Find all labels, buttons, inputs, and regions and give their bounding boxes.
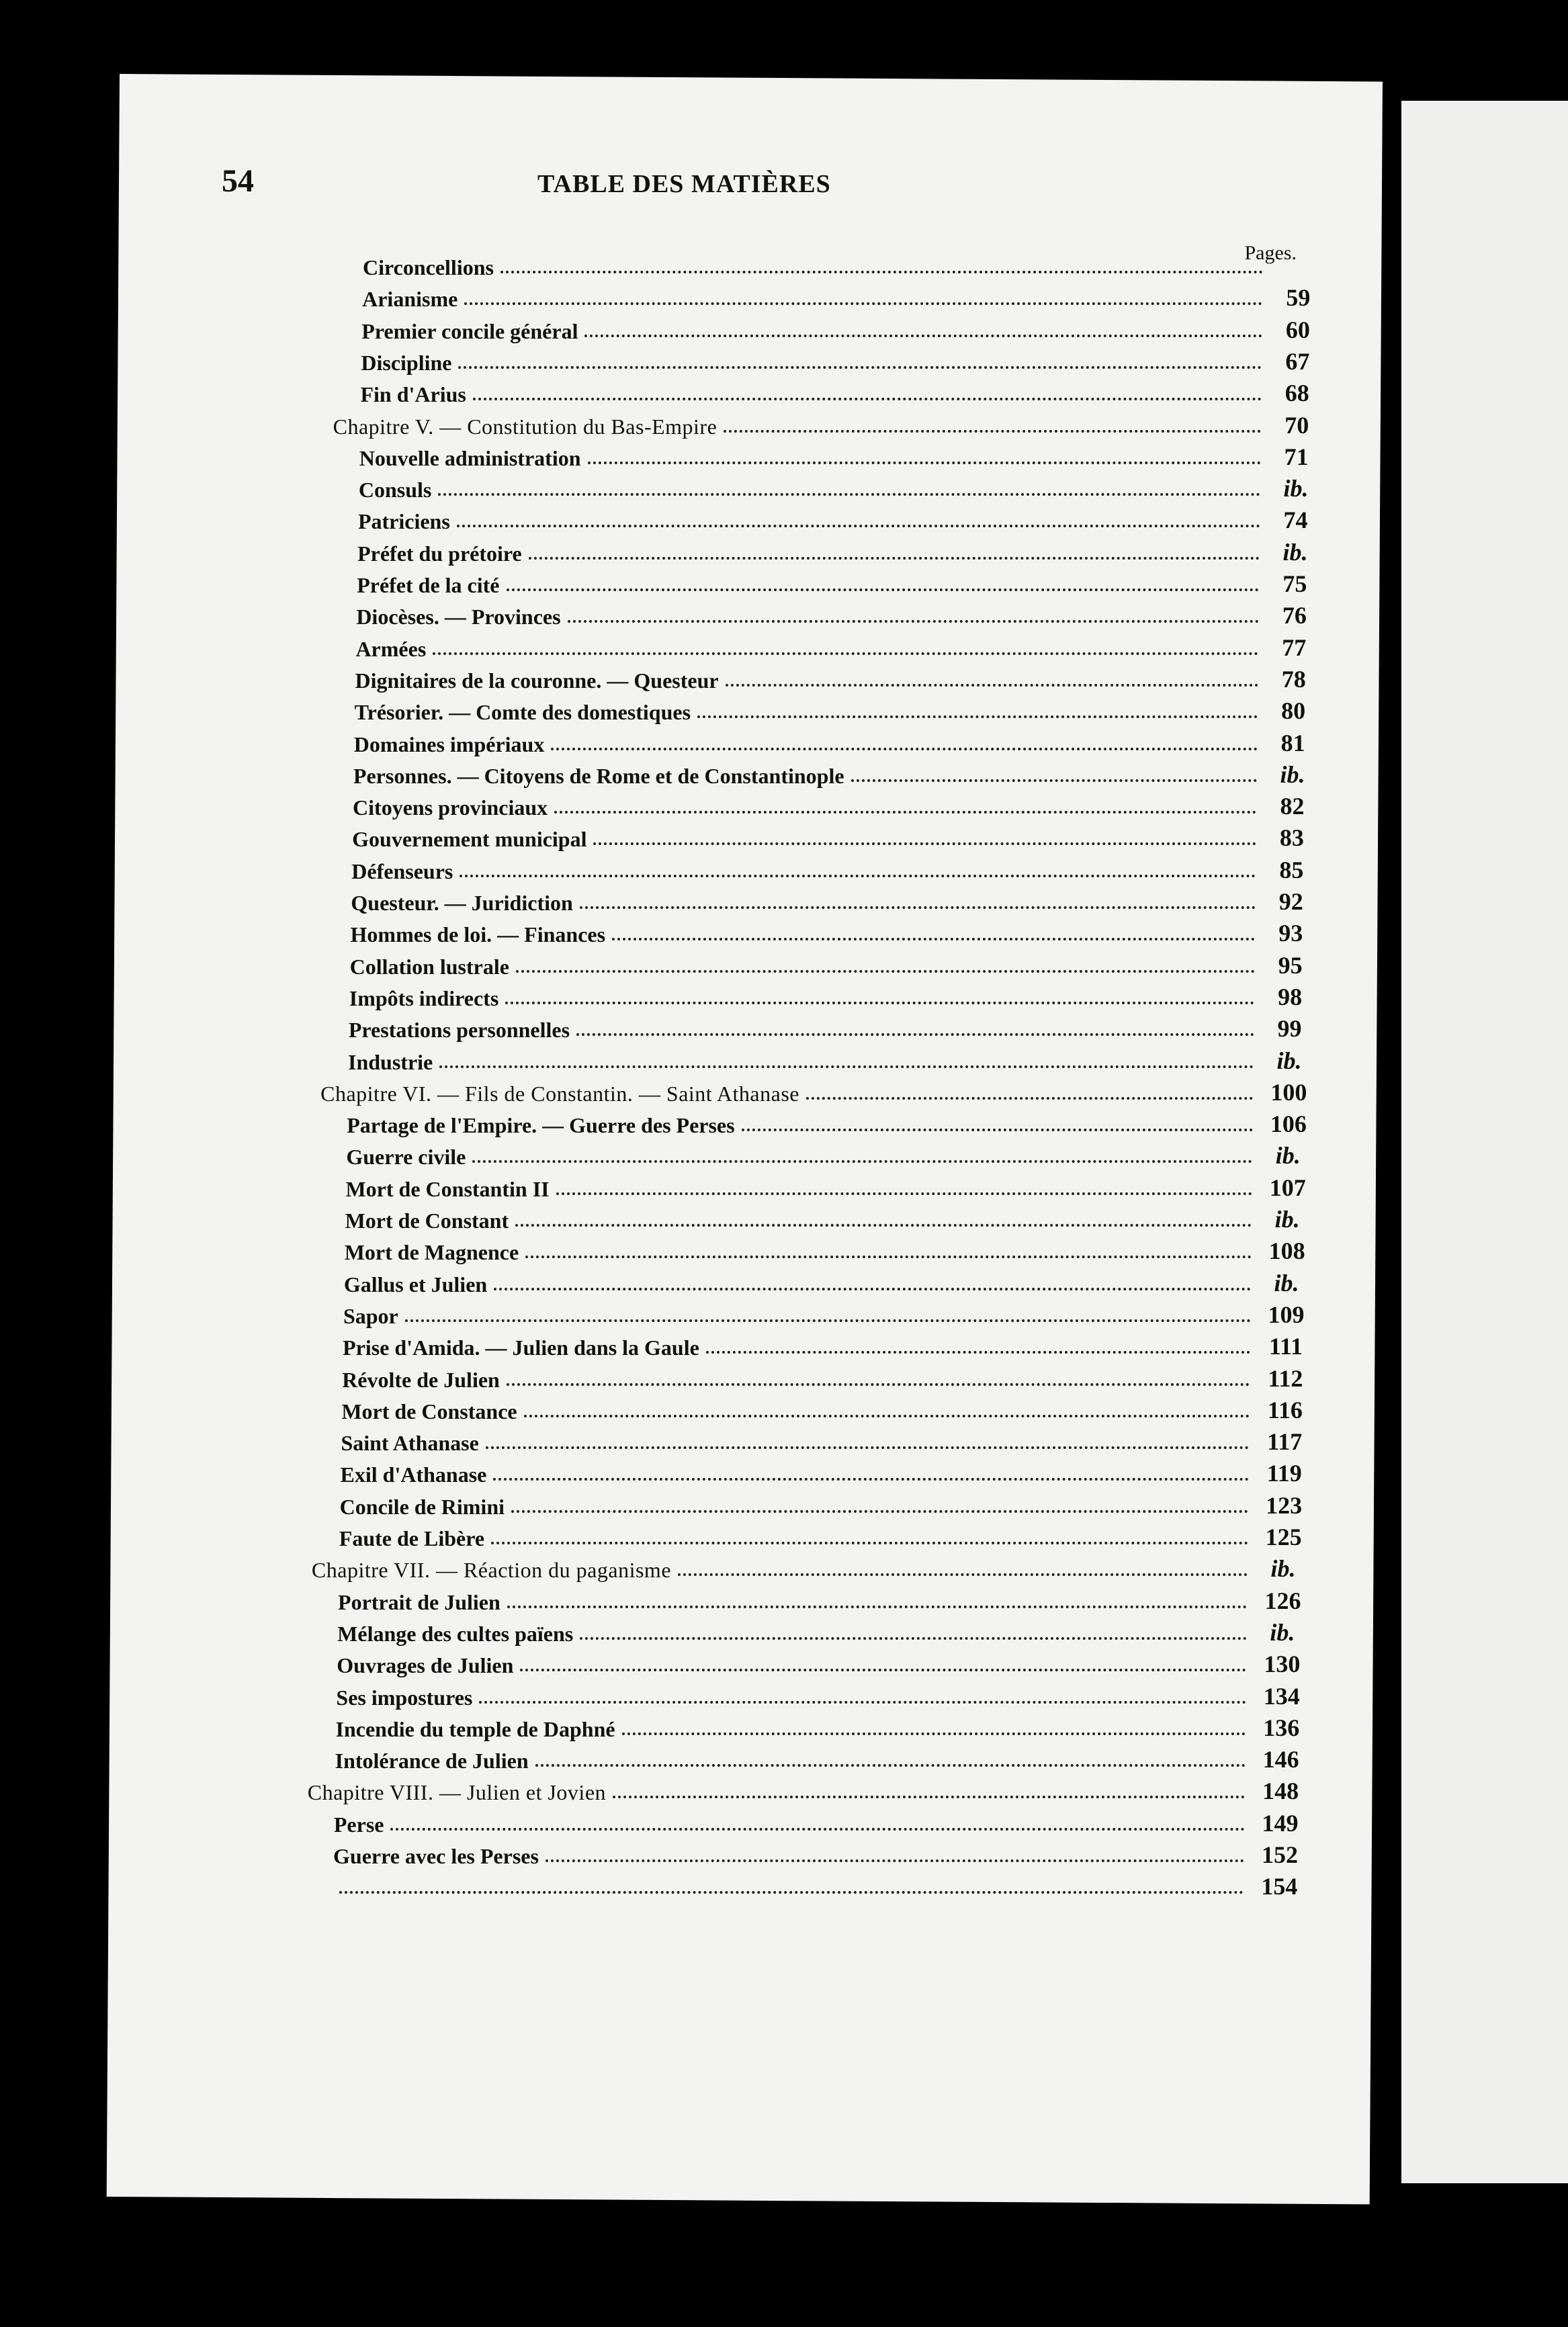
toc-entry-page: 154 [1261,1873,1298,1900]
toc-entry-title: Gallus et Julien [343,1272,488,1297]
toc-entry-title: Patriciens [357,509,450,534]
dot-leader [486,1446,1249,1449]
dot-leader [439,1065,1254,1068]
toc-entry [337,1647,1311,1678]
dot-leader [580,1637,1247,1640]
dot-leader [493,1478,1248,1481]
dot-leader [433,652,1258,655]
toc-entry-page: 149 [1262,1809,1299,1837]
dot-leader [568,620,1259,623]
toc-entry-page: 134 [1263,1682,1300,1710]
toc-entry-page: ib. [1275,1142,1301,1170]
dot-leader [516,970,1255,973]
toc-entry-page: 146 [1262,1746,1299,1773]
toc-entry-title: Circoncellions [363,255,494,279]
dot-leader [593,842,1256,845]
toc-entry-title: Prestations personnelles [348,1018,570,1043]
toc-entry-page: 109 [1268,1301,1305,1328]
toc-entry [359,471,1325,502]
toc-entry-title: Fin d'Arius [360,382,466,407]
dot-leader [525,1256,1251,1258]
dot-leader [613,1796,1245,1798]
toc-entry [338,1583,1311,1615]
toc-entry [355,662,1323,693]
page-number: 54 [222,163,254,199]
toc-entry [333,1869,1308,1900]
toc-entry-page: 93 [1278,920,1303,947]
toc-entry [336,1679,1310,1710]
dot-leader [458,366,1262,369]
dot-leader [405,1319,1251,1322]
page-header [222,163,1297,210]
toc-entry-page: 82 [1280,793,1305,820]
toc-entry [349,1011,1319,1043]
toc-entry-title: Mélange des cultes païens [337,1621,574,1646]
toc-entry-page: 60 [1285,316,1310,343]
toc-chapter-entry [308,1773,1309,1805]
toc-entry-title: Prise d'Amida. — Julien dans la Gaule [343,1335,699,1360]
pages-column-label: Pages. [1244,242,1297,264]
dot-leader [724,430,1261,433]
dot-leader [472,1160,1252,1163]
toc-entry [360,376,1325,407]
toc-entry [348,1043,1318,1075]
dot-leader [500,271,1263,273]
dot-leader [554,811,1256,814]
toc-entry-title: Personnes. — Citoyens de Rome et de Constantinople [353,763,844,788]
toc-entry-title: Chapitre VII. — Réaction du paganisme [311,1558,672,1583]
toc-entry-page: 95 [1278,951,1303,979]
toc-entry-title: Mort de Magnence [344,1240,519,1265]
toc-entry-title: Concile de Rimini [339,1494,505,1519]
dot-leader [806,1097,1253,1100]
toc-entry [349,979,1319,1011]
toc-entry-page: ib. [1283,475,1309,502]
dot-leader [479,1701,1246,1704]
dot-leader [515,1224,1252,1227]
toc-chapter-entry [312,1551,1312,1583]
dot-leader [529,557,1260,560]
dot-leader [457,525,1260,527]
toc-entry-title: Hommes de loi. — Finances [350,922,606,947]
toc-entry-page: ib. [1270,1555,1296,1583]
toc-entry-title: Mort de Constantin II [345,1176,550,1201]
dot-leader [678,1573,1248,1576]
dot-leader [507,588,1260,591]
toc-chapter-entry [320,1075,1317,1106]
toc-entry-title: Préfet du prétoire [357,541,522,566]
dot-leader [851,779,1257,782]
dot-leader [546,1859,1244,1862]
toc-entry-page: 68 [1284,380,1309,407]
toc-entry-title: Saint Athanase [341,1431,479,1456]
toc-entry [345,1170,1316,1202]
toc-entry-page: 148 [1262,1777,1299,1805]
toc-entry-page: 108 [1268,1237,1305,1265]
toc-entry [334,1806,1309,1837]
toc-entry-title: Chapitre VI. — Fils de Constantin. — Saint Athanase [320,1081,799,1106]
toc-entry-page: 152 [1262,1841,1298,1868]
toc-entry-page: 67 [1285,347,1310,375]
dot-leader [438,493,1260,496]
toc-entry-page: 112 [1268,1364,1303,1392]
toc-entry [341,1424,1313,1456]
toc-entry-title: Armées [355,636,427,661]
toc-entry-page: 111 [1268,1333,1303,1360]
toc-entry [353,789,1321,820]
toc-entry [343,1329,1315,1360]
toc-entry-title: Guerre civile [346,1145,466,1170]
toc-entry [355,693,1322,725]
toc-entry [356,598,1323,629]
toc-entry-title: Partage de l'Empire. — Guerre des Perses [347,1113,735,1138]
toc-entry-page: 71 [1284,443,1309,470]
toc-entry-page: 83 [1279,824,1304,852]
toc-entry [336,1710,1311,1742]
toc-entry-title: Révolte de Julien [342,1367,500,1392]
toc-entry [351,884,1319,916]
toc-entry-page: 123 [1266,1491,1303,1519]
toc-entry-title: Chapitre VIII. — Julien et Jovien [307,1780,607,1805]
toc-entry-title: Citoyens provinciaux [353,795,548,820]
toc-entry-title: Mort de Constance [341,1399,517,1423]
toc-entry-title: Ouvrages de Julien [337,1653,514,1678]
toc-entry-page: 85 [1279,856,1304,883]
dot-leader [576,1033,1254,1036]
toc-entry-title: Arianisme [362,287,458,312]
toc-entry-page: 75 [1282,570,1307,597]
dot-leader [507,1383,1250,1386]
facing-page-edge [1401,101,1568,2183]
toc-entry-title: Gouvernement municipal [352,827,587,852]
dot-leader [524,1415,1250,1417]
dot-leader [464,302,1262,305]
dot-leader [505,1002,1254,1004]
dot-leader [612,938,1255,940]
toc-entry [359,439,1325,471]
toc-entry [343,1297,1315,1329]
toc-entry [345,1233,1316,1265]
dot-leader [390,1828,1244,1831]
dot-leader [742,1129,1253,1131]
toc-entry-title: Consuls [358,478,432,502]
toc-entry [358,502,1325,534]
toc-entry-page: ib. [1274,1269,1299,1297]
toc-entry-page: 119 [1266,1460,1302,1487]
dot-leader [520,1669,1246,1671]
toc-entry-page: 81 [1280,729,1305,756]
toc-entry [351,852,1320,884]
toc-entry [357,535,1324,566]
toc-entry-page: 76 [1282,602,1307,629]
dot-leader [726,684,1258,687]
toc-entry [341,1393,1314,1424]
toc-entry [333,1837,1309,1869]
toc-entry [353,757,1321,789]
dot-leader [584,335,1262,337]
toc-entry-page: 117 [1267,1428,1303,1456]
toc-entry [346,1138,1317,1170]
toc-entry [355,630,1323,662]
dot-leader [511,1510,1248,1513]
toc-entry-title: Discipline [361,350,452,375]
toc-entry-title: Portrait de Julien [338,1589,500,1614]
toc-entry-page: 59 [1286,284,1311,312]
toc-entry-page: 77 [1282,633,1307,661]
toc-entry-page: 136 [1263,1714,1300,1741]
dot-leader [494,1288,1251,1290]
toc-entry-title: Ses impostures [336,1685,473,1710]
dot-leader [491,1542,1248,1544]
toc-entry-title: Nouvelle administration [359,445,581,470]
toc-entry-title: Dignitaires de la couronne. — Questeur [355,668,719,693]
toc-entry-page: ib. [1282,538,1308,566]
toc-entry-title: Collation lustrale [349,954,509,979]
running-title: TABLE DES MATIÈRES [537,170,831,198]
toc-entry-title: Perse [333,1812,384,1837]
toc-entry-page: ib. [1270,1618,1295,1646]
toc-entry-title: Chapitre V. — Constitution du Bas-Empire [333,414,717,439]
toc-entry [351,916,1320,947]
toc-entry-title: Premier concile général [361,318,578,343]
toc-entry [352,820,1321,852]
dot-leader [507,1606,1248,1608]
dot-leader [535,1764,1246,1767]
toc-entry-title: Trésorier. — Comte des domestiques [354,700,691,725]
toc-entry-page: 100 [1270,1078,1307,1106]
dot-leader [588,462,1261,464]
toc-entry-page: 130 [1264,1651,1301,1678]
toc-entry-page: 116 [1267,1396,1303,1423]
toc-entry-title: Domaines impériaux [353,732,545,756]
toc-entry-title: Impôts indirects [349,985,499,1010]
toc-entry [347,1106,1317,1138]
toc-entry-title: Questeur. — Juridiction [351,891,573,915]
toc-entry [339,1520,1313,1551]
dot-leader [580,906,1256,909]
dot-leader [460,875,1256,877]
toc-entry-title: Industrie [348,1049,433,1074]
toc-entry-title: Intolérance de Julien [335,1749,529,1773]
dot-leader [339,1891,1244,1894]
toc-entry [357,566,1323,598]
toc-entry-title: Exil d'Athanase [340,1462,487,1487]
toc-entry-title: Sapor [343,1303,398,1328]
toc-entry-page: 125 [1265,1524,1302,1550]
toc-entry [350,948,1319,979]
toc-entry [335,1742,1310,1773]
toc-entry-page: ib. [1276,1047,1302,1074]
dot-leader [556,1192,1252,1195]
toc-entry-page: 70 [1284,411,1309,439]
dot-leader [551,748,1257,750]
toc-entry-page: 98 [1278,983,1303,1010]
toc-chapter-entry [333,408,1326,439]
toc-entry [344,1266,1315,1297]
dot-leader [473,398,1262,400]
dot-leader [622,1732,1246,1735]
toc-entry-title: Faute de Libère [339,1526,485,1550]
toc-entry [363,249,1327,280]
toc-entry [337,1615,1311,1647]
toc-entry [340,1488,1313,1520]
toc-entry-title: Incendie du temple de Daphné [335,1716,615,1741]
toc-entry-page: 107 [1269,1174,1306,1201]
toc-entry-page: ib. [1274,1206,1300,1233]
toc-entry-page: 99 [1277,1015,1302,1043]
toc-entry [342,1361,1314,1393]
dot-leader [706,1351,1250,1354]
toc-entry-page: ib. [1280,760,1305,788]
toc-entry [354,726,1322,757]
toc-entry-title: Défenseurs [351,859,453,883]
toc-entry-title: Mort de Constant [345,1209,509,1233]
toc-entry-page: 126 [1264,1587,1301,1614]
toc-entry [345,1202,1317,1233]
toc-entry [341,1456,1313,1487]
dot-leader [697,715,1258,718]
toc-entry-page: 78 [1281,665,1306,693]
toc-entry-title: Guerre avec les Perses [333,1844,539,1868]
toc-entry-page: 106 [1270,1110,1307,1138]
toc-entry-title: Diocèses. — Provinces [356,605,561,629]
toc-entry-title: Préfet de la cité [357,573,500,597]
toc-entry-page: 80 [1281,697,1306,725]
toc-entry [361,344,1326,376]
toc-entry [361,312,1327,344]
toc-entry-page: 74 [1283,507,1308,534]
toc-entry [362,280,1327,312]
toc-entry-page: 92 [1278,888,1303,915]
